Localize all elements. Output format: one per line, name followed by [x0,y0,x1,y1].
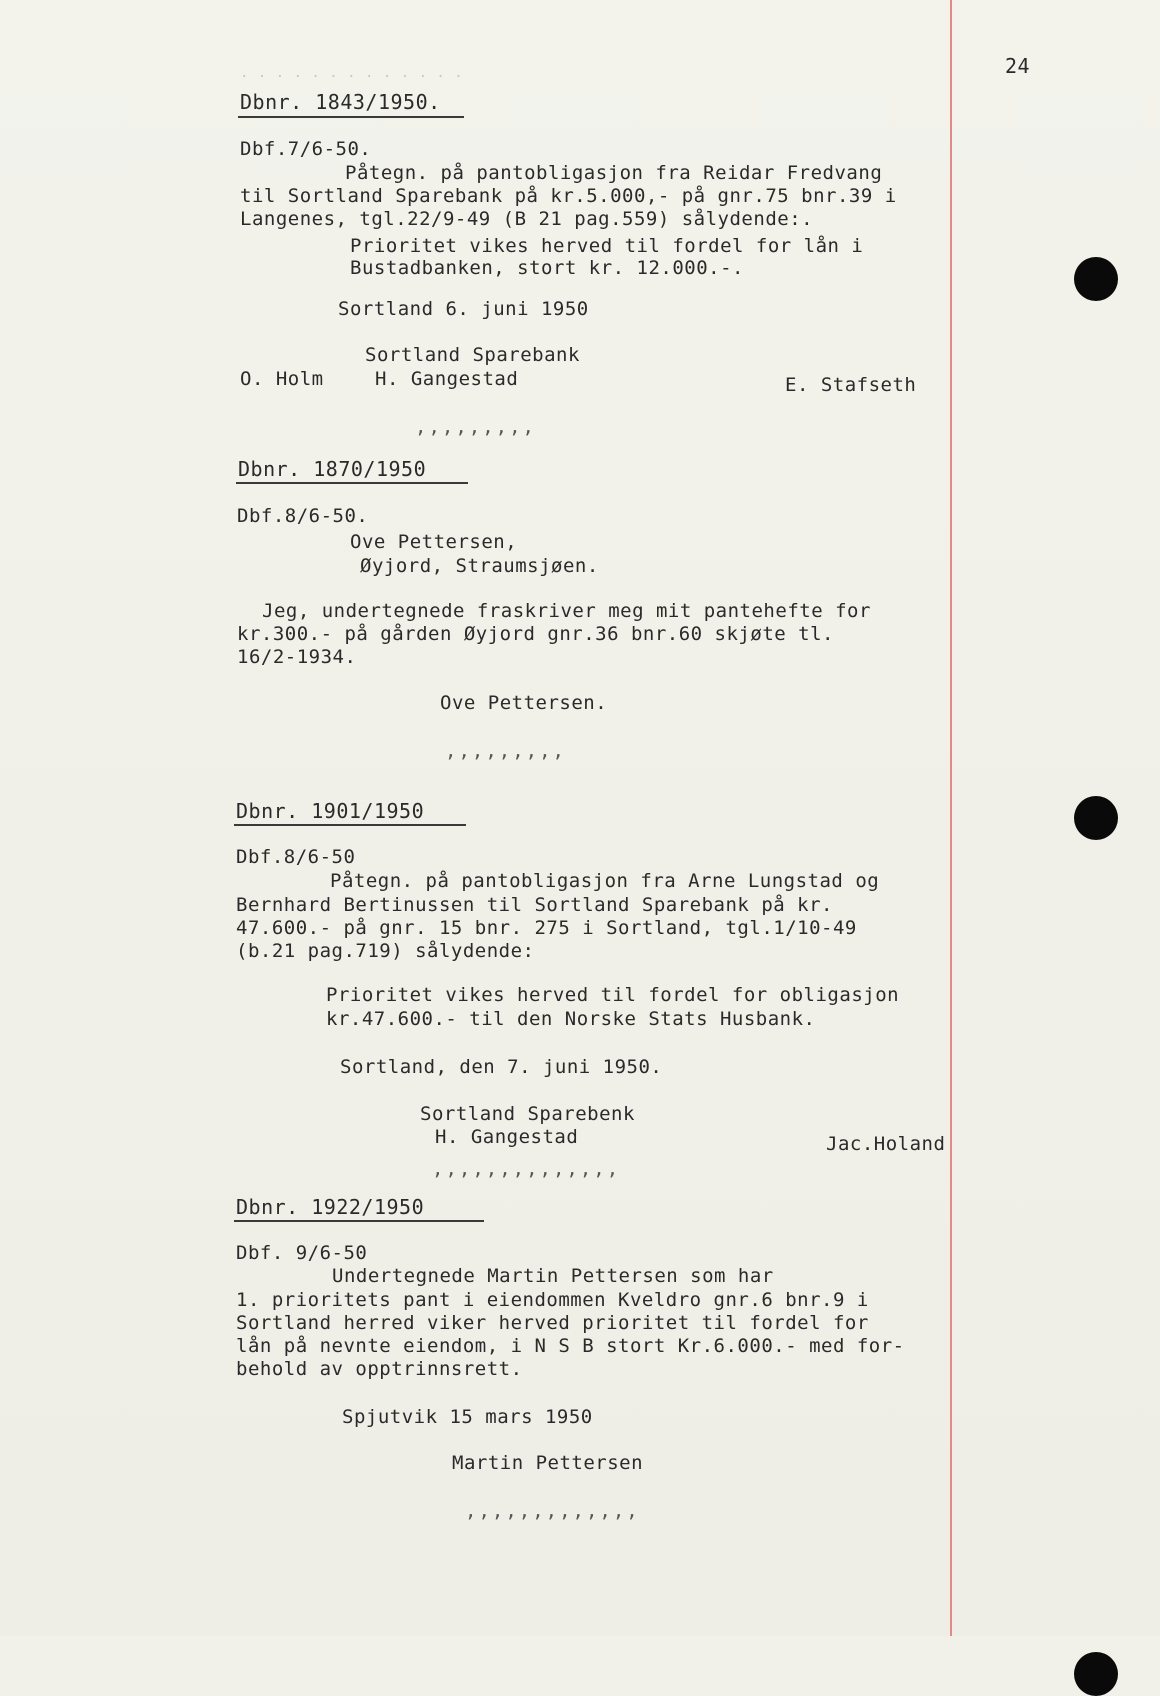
entry-4-dbf: Dbf. 9/6-50 [236,1242,368,1264]
entry-3-line: Bernhard Bertinussen til Sortland Sparebank på kr. [236,894,833,916]
entry-2-dbnr: Dbnr. 1870/1950 [238,457,427,481]
red-margin-line [950,0,952,1636]
entry-4-line: behold av opptrinnsrett. [236,1358,523,1380]
entry-3-dbnr: Dbnr. 1901/1950 [236,799,425,823]
entry-3-signature: Sortland Sparebenk [420,1103,635,1125]
entry-1-line: Langenes, tgl.22/9-49 (B 21 pag.559) sålydende:. [240,208,814,230]
punch-hole-icon [1074,796,1118,840]
punch-hole-icon [1074,257,1118,301]
entry-3-line: (b.21 pag.719) sålydende: [236,940,535,962]
entry-2-line: Øyjord, Straumsjøen. [360,555,599,577]
entry-3-signature: Jac.Holand [826,1133,946,1155]
entry-3-signature: H. Gangestad [435,1126,579,1148]
entry-1-separator: ,,,,,,,,, [415,416,536,438]
entry-1-line: Bustadbanken, stort kr. 12.000.-. [350,257,744,279]
entry-3-place-date: Sortland, den 7. juni 1950. [340,1056,663,1078]
entry-2-dbf: Dbf.8/6-50. [237,505,369,527]
entry-4-line: Undertegnede Martin Pettersen som har [332,1265,774,1287]
entry-1-signature: O. Holm [240,368,324,390]
entry-4-dbnr: Dbnr. 1922/1950 [236,1195,425,1219]
entry-3-dbf: Dbf.8/6-50 [236,846,356,868]
entry-2-separator: ,,,,,,,,, [445,740,566,762]
entry-4-line: Sortland herred viker herved prioritet til fordel for [236,1312,869,1334]
entry-1-dbnr: Dbnr. 1843/1950. [240,90,441,114]
entry-4-underline [234,1220,484,1222]
entry-3-separator: ,,,,,,,,,,,,,, [432,1158,621,1180]
entry-2-line: 16/2-1934. [237,646,357,668]
entry-3-line: Prioritet vikes herved til fordel for obligasjon [326,984,900,1006]
entry-2-line: kr.300.- på gården Øyjord gnr.36 bnr.60 skjøte tl. [237,623,834,645]
entry-1-signature: Sortland Sparebank [365,344,580,366]
entry-2-line: Ove Pettersen, [350,531,518,553]
entry-2-underline [236,482,468,484]
entry-1-line: Prioritet vikes herved til fordel for lån i [350,235,864,257]
entry-1-underline [238,116,464,118]
entry-4-separator: ,,,,,,,,,,,,, [465,1500,640,1522]
entry-1-line: Påtegn. på pantobligasjon fra Reidar Fredvang [345,162,883,184]
punch-hole-icon [1074,1652,1118,1696]
entry-4-place-date: Spjutvik 15 mars 1950 [342,1406,593,1428]
entry-3-line: kr.47.600.- til den Norske Stats Husbank. [326,1008,816,1030]
faint-dots: . . . . . . . . . . . . . [240,65,464,81]
entry-4-line: lån på nevnte eiendom, i N S B stort Kr.6.000.- med for- [236,1335,905,1357]
entry-1-place-date: Sortland 6. juni 1950 [338,298,589,320]
entry-1-signature: H. Gangestad [375,368,519,390]
entry-1-line: til Sortland Sparebank på kr.5.000,- på gnr.75 bnr.39 i [240,185,897,207]
entry-4-signature: Martin Pettersen [452,1452,644,1474]
entry-1-signature: E. Stafseth [785,374,917,396]
entry-3-line: Påtegn. på pantobligasjon fra Arne Lungstad og [330,870,880,892]
entry-3-underline [234,824,466,826]
entry-3-line: 47.600.- på gnr. 15 bnr. 275 i Sortland, tgl.1/10-49 [236,917,857,939]
entry-2-line: Jeg, undertegnede fraskriver meg mit pantehefte for [262,600,871,622]
entry-1-dbf: Dbf.7/6-50. [240,138,372,160]
page-number: 24 [1005,54,1031,78]
entry-4-line: 1. prioritets pant i eiendommen Kveldro gnr.6 bnr.9 i [236,1289,869,1311]
entry-2-signature: Ove Pettersen. [440,692,608,714]
